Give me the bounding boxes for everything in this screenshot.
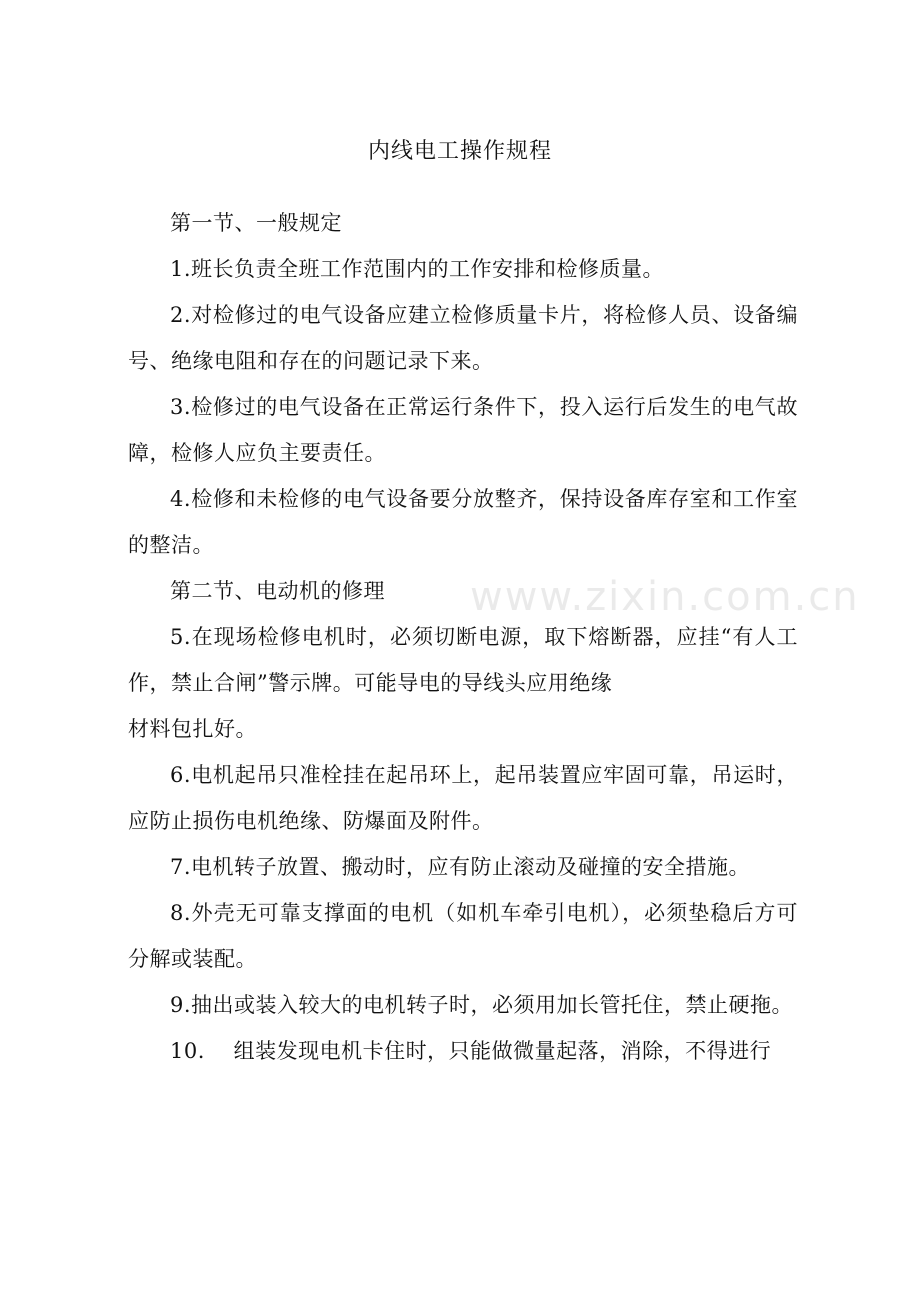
document-body: [128, 200, 798, 1074]
watermark: www.zixin.com.cn: [470, 574, 860, 620]
rule-8: 8.外壳无可靠支撑面的电机（如机车牵引电机），必须垫稳后方可分解或装配。: [128, 901, 798, 971]
rule-9: 9.抽出或装入较大的电机转子时，必须用加长管托住，禁止硬拖。: [170, 993, 794, 1017]
rule-5-continuation: 材料包扎好。: [128, 717, 257, 741]
section-heading-1: 第一节、一般规定: [170, 211, 342, 235]
rule-6: 6.电机起吊只准栓挂在起吊环上，起吊装置应牢固可靠，吊运时，应防止损伤电机绝缘、防爆面及附件。: [128, 763, 798, 833]
rule-2: 2.对检修过的电气设备应建立检修质量卡片，将检修人员、设备编号、绝缘电阻和存在的问题记录下来。: [128, 303, 798, 373]
rule-4: 4.检修和未检修的电气设备要分放整齐，保持设备库存室和工作室的整洁。: [128, 487, 798, 557]
rule-3: 3.检修过的电气设备在正常运行条件下，投入运行后发生的电气故障，检修人应负主要责任。: [128, 395, 798, 465]
document-title: 内线电工操作规程: [367, 139, 552, 164]
rule-1: 1.班长负责全班工作范围内的工作安排和检修质量。: [170, 257, 665, 281]
rule-10: 10. 组装发现电机卡住时，只能做微量起落，消除，不得进行: [170, 1039, 772, 1063]
rule-7: 7.电机转子放置、搬动时，应有防止滚动及碰撞的安全措施。: [170, 855, 751, 879]
rule-5: 5.在现场检修电机时，必须切断电源，取下熔断器，应挂“有人工作，禁止合闸”警示牌。可能导电的导线头应用绝缘: [128, 625, 798, 695]
section-heading-2: 第二节、电动机的修理: [170, 579, 385, 603]
